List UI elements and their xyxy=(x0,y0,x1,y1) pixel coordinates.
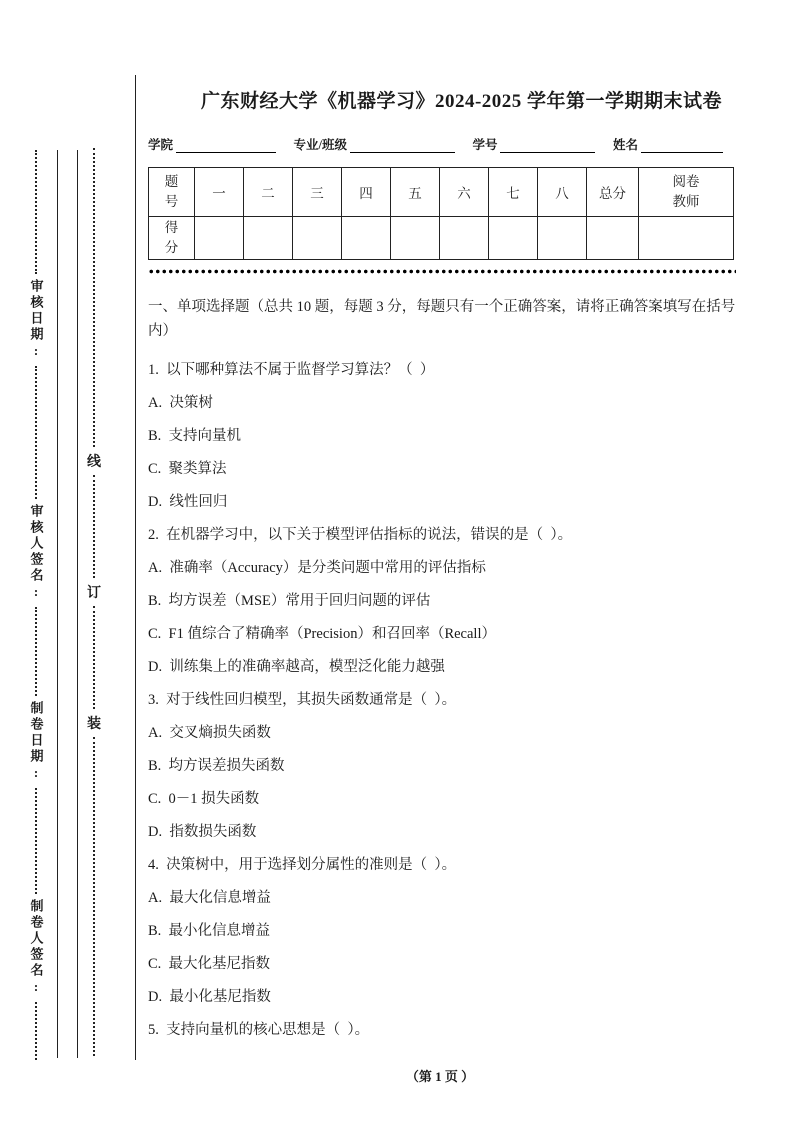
major-class-label: 专业/班级 xyxy=(293,138,347,152)
score-table xyxy=(148,167,734,260)
dotted-line xyxy=(35,788,37,894)
option-text: C. 最大化基尼指数 xyxy=(148,956,271,972)
score-row-header-cell xyxy=(149,217,195,260)
score-cell xyxy=(538,217,587,260)
option-text: A. 交叉熵损失函数 xyxy=(148,725,271,741)
col-header-6: 六 xyxy=(440,168,489,217)
dotted-line xyxy=(35,150,37,274)
score-table-header-row xyxy=(149,168,734,217)
option-text: B. 均方误差（MSE）常用于回归问题的评估 xyxy=(148,593,431,609)
score-cell xyxy=(195,217,244,260)
option-text: A. 准确率（Accuracy）是分类问题中常用的评估指标 xyxy=(148,560,486,576)
option-text: D. 线性回归 xyxy=(148,494,228,510)
col-header-1: 一 xyxy=(195,168,244,217)
binding-line-column xyxy=(84,148,104,1056)
dotted-line xyxy=(93,148,95,447)
col-header-3: 三 xyxy=(293,168,342,217)
exam-content xyxy=(135,75,775,1060)
question-text: 5. 支持向量机的核心思想是（ ）。 xyxy=(148,1022,370,1038)
score-cell xyxy=(489,217,538,260)
section-one-heading: 一、单项选择题（总共 10 题，每题 3 分，每题只有一个正确答案，请将正确答案填写在括号内） xyxy=(148,299,736,339)
option-text: B. 最小化信息增益 xyxy=(148,923,271,939)
reviewer-signature-label: 审核人签名: xyxy=(28,504,44,603)
major-class-field xyxy=(294,135,455,153)
name-label: 姓名 xyxy=(612,138,638,152)
question-list xyxy=(148,360,775,1040)
score-cell xyxy=(244,217,293,260)
college-blank xyxy=(176,137,276,153)
paper-maker-signature-label: 制卷人签名: xyxy=(28,899,44,998)
score-label: 得分 xyxy=(164,220,179,255)
option-text: D. 最小化基尼指数 xyxy=(148,989,271,1005)
option-text: C. 0－1 损失函数 xyxy=(148,791,260,807)
option-text: D. 训练集上的准确率越高，模型泛化能力越强 xyxy=(148,659,445,675)
option-text: A. 最大化信息增益 xyxy=(148,890,271,906)
seal-margin-stamps xyxy=(24,150,48,1060)
col-header-total: 总分 xyxy=(587,168,639,217)
question-text: 2. 在机器学习中，以下关于模型评估指标的说法，错误的是（ ）。 xyxy=(148,527,573,543)
seal-rule-line xyxy=(77,150,78,1058)
student-id-label: 学号 xyxy=(472,138,498,152)
student-id-blank xyxy=(500,137,595,153)
col-header-7: 七 xyxy=(489,168,538,217)
major-class-blank xyxy=(350,137,455,153)
question-text: 3. 对于线性回归模型，其损失函数通常是（ ）。 xyxy=(148,692,457,708)
student-id-field xyxy=(472,135,595,153)
binding-char-xian: 线 xyxy=(87,454,101,470)
page-number: （第 1 页 ） xyxy=(405,1069,475,1084)
question-number-label: 题号 xyxy=(164,174,179,209)
student-info-line xyxy=(148,135,723,153)
dotted-line xyxy=(93,606,95,709)
name-field xyxy=(613,135,723,153)
review-date-label: 审核日期: xyxy=(28,279,44,362)
option-text: B. 均方误差损失函数 xyxy=(148,758,285,774)
col-header-8: 八 xyxy=(538,168,587,217)
paper-maker-date-label: 制卷日期: xyxy=(28,700,44,783)
option-text: A. 决策树 xyxy=(148,395,213,411)
dotted-separator xyxy=(148,269,736,274)
question-text: 4. 决策树中，用于选择划分属性的准则是（ ）。 xyxy=(148,857,457,873)
binding-char-ding: 订 xyxy=(87,585,101,601)
score-cell xyxy=(391,217,440,260)
score-cell xyxy=(342,217,391,260)
score-table-score-row xyxy=(149,217,734,260)
dotted-line xyxy=(35,366,37,499)
page-title: 广东财经大学《机器学习》2024-2025 学年第一学期期末试卷 xyxy=(200,91,723,112)
score-cell xyxy=(293,217,342,260)
score-cell-total xyxy=(587,217,639,260)
score-cell-grader xyxy=(639,217,734,260)
col-header-2: 二 xyxy=(244,168,293,217)
col-header-5: 五 xyxy=(391,168,440,217)
corner-header-cell xyxy=(149,168,195,217)
seal-rule-line xyxy=(57,150,58,1058)
option-text: D. 指数损失函数 xyxy=(148,824,257,840)
grader-label: 阅卷教师 xyxy=(672,174,700,209)
option-text: C. 聚类算法 xyxy=(148,461,227,477)
college-label: 学院 xyxy=(148,138,174,152)
dotted-line xyxy=(35,607,37,696)
name-blank xyxy=(641,137,723,153)
dotted-line xyxy=(35,1002,37,1060)
option-text: C. F1 值综合了精确率（Precision）和召回率（Recall） xyxy=(148,626,496,642)
college-field xyxy=(148,135,276,153)
score-cell xyxy=(440,217,489,260)
col-header-grader xyxy=(639,168,734,217)
col-header-4: 四 xyxy=(342,168,391,217)
dotted-line xyxy=(93,475,95,578)
option-text: B. 支持向量机 xyxy=(148,428,242,444)
dotted-line xyxy=(93,737,95,1056)
binding-char-zhuang: 装 xyxy=(87,716,101,732)
question-text: 1. 以下哪种算法不属于监督学习算法？（ ） xyxy=(148,362,435,378)
